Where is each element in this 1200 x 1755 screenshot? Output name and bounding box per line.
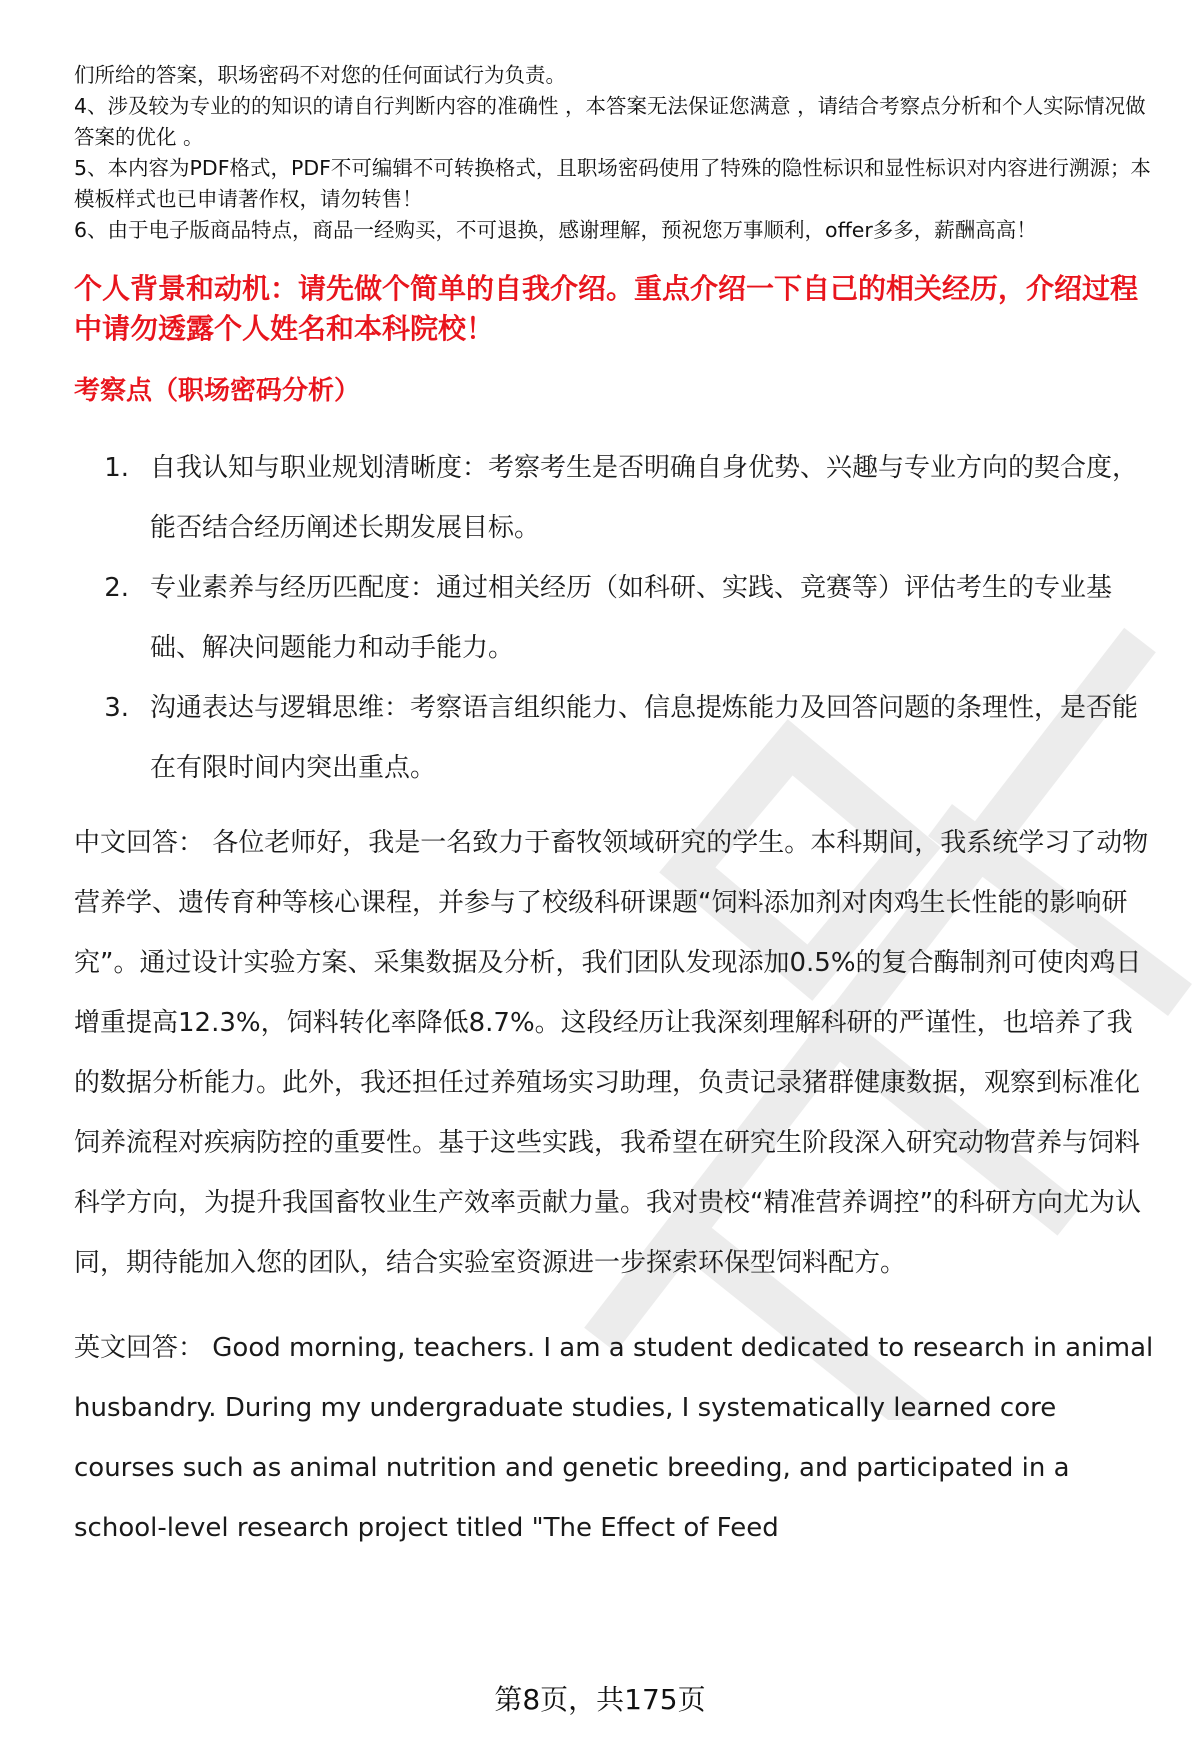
analysis-title: 考察点（职场密码分析） — [74, 376, 361, 406]
analysis-point — [74, 558, 1154, 678]
point-text: 专业素养与经历匹配度：通过相关经历（如科研、实践、竞赛等）评估考生的专业基础、解决问题能力和动手能力。 — [150, 573, 1113, 663]
point-number: 1. — [104, 453, 129, 483]
chinese-answer-text: 各位老师好，我是一名致力于畜牧领域研究的学生。本科期间，我系统学习了动物营养学、遗传育种等核心课程，并参与了校级科研课题“饲料添加剂对肉鸡生长性能的影响研究”。通过设计实验方案、采集数据及分析，我们团队发现添加0.5%的复合酶制剂可使肉鸡日增重提高12.3%，饲料转化率降低8.7%。这段经历让我深刻理解科研的严谨性，也培养了我的数据分析能力。此外，我还担任过养殖场实习助理，负责记录猪群健康数据，观察到标准化饲养流程对疾病防控的重要性。基于这些实践，我希望在研究生阶段深入研究动物营养与饲料科学方向，为提升我国畜牧业生产效率贡献力量。我对贵校“精准营养调控”的科研方向尤为认同，期待能加入您的团队，结合实验室资源进一步探索环保型饲料配方。 — [74, 828, 1149, 1278]
note-line: 们所给的答案，职场密码不对您的任何面试行为负责。 — [74, 63, 566, 87]
page-footer: 第8页，共175页 — [494, 1683, 706, 1716]
note-line: 4、涉及较为专业的的知识的请自行判断内容的准确性 ，本答案无法保证您满意 ，请结合考察点分析和个人实际情况做答案的优化 。 — [74, 94, 1146, 149]
english-answer-label: 英文回答： — [74, 1333, 205, 1363]
point-text: 自我认知与职业规划清晰度：考察考生是否明确自身优势、兴趣与专业方向的契合度，能否结合经历阐述长期发展目标。 — [150, 453, 1139, 543]
english-answer — [74, 1318, 1154, 1558]
analysis-points — [74, 438, 1154, 798]
chinese-answer — [74, 813, 1154, 1293]
point-number: 3. — [104, 693, 129, 723]
page-content — [74, 60, 1154, 1558]
note-line: 5、本内容为PDF格式，PDF不可编辑不可转换格式，且职场密码使用了特殊的隐性标识和显性标识对内容进行溯源；本模板样式也已申请著作权，请勿转售！ — [74, 156, 1151, 211]
point-number: 2. — [104, 573, 129, 603]
english-answer-text: Good morning, teachers. I am a student dedicated to research in animal husbandry. During my undergraduate studies, I systematically learned core courses such as animal nutrition and genetic breeding, and participated in a school-level research project titled "The Effect of Feed — [74, 1333, 1154, 1543]
chinese-answer-label: 中文回答： — [74, 828, 205, 858]
question-heading: 个人背景和动机：请先做个简单的自我介绍。重点介绍一下自己的相关经历，介绍过程中请勿透露个人姓名和本科院校！ — [74, 272, 1139, 345]
analysis-point — [74, 438, 1154, 558]
note-line: 6、由于电子版商品特点，商品一经购买，不可退换，感谢理解，预祝您万事顺利，offer多多，薪酬高高！ — [74, 218, 1037, 242]
notes-section — [74, 60, 1154, 246]
analysis-point — [74, 678, 1154, 798]
point-text: 沟通表达与逻辑思维：考察语言组织能力、信息提炼能力及回答问题的条理性，是否能在有限时间内突出重点。 — [150, 693, 1139, 783]
